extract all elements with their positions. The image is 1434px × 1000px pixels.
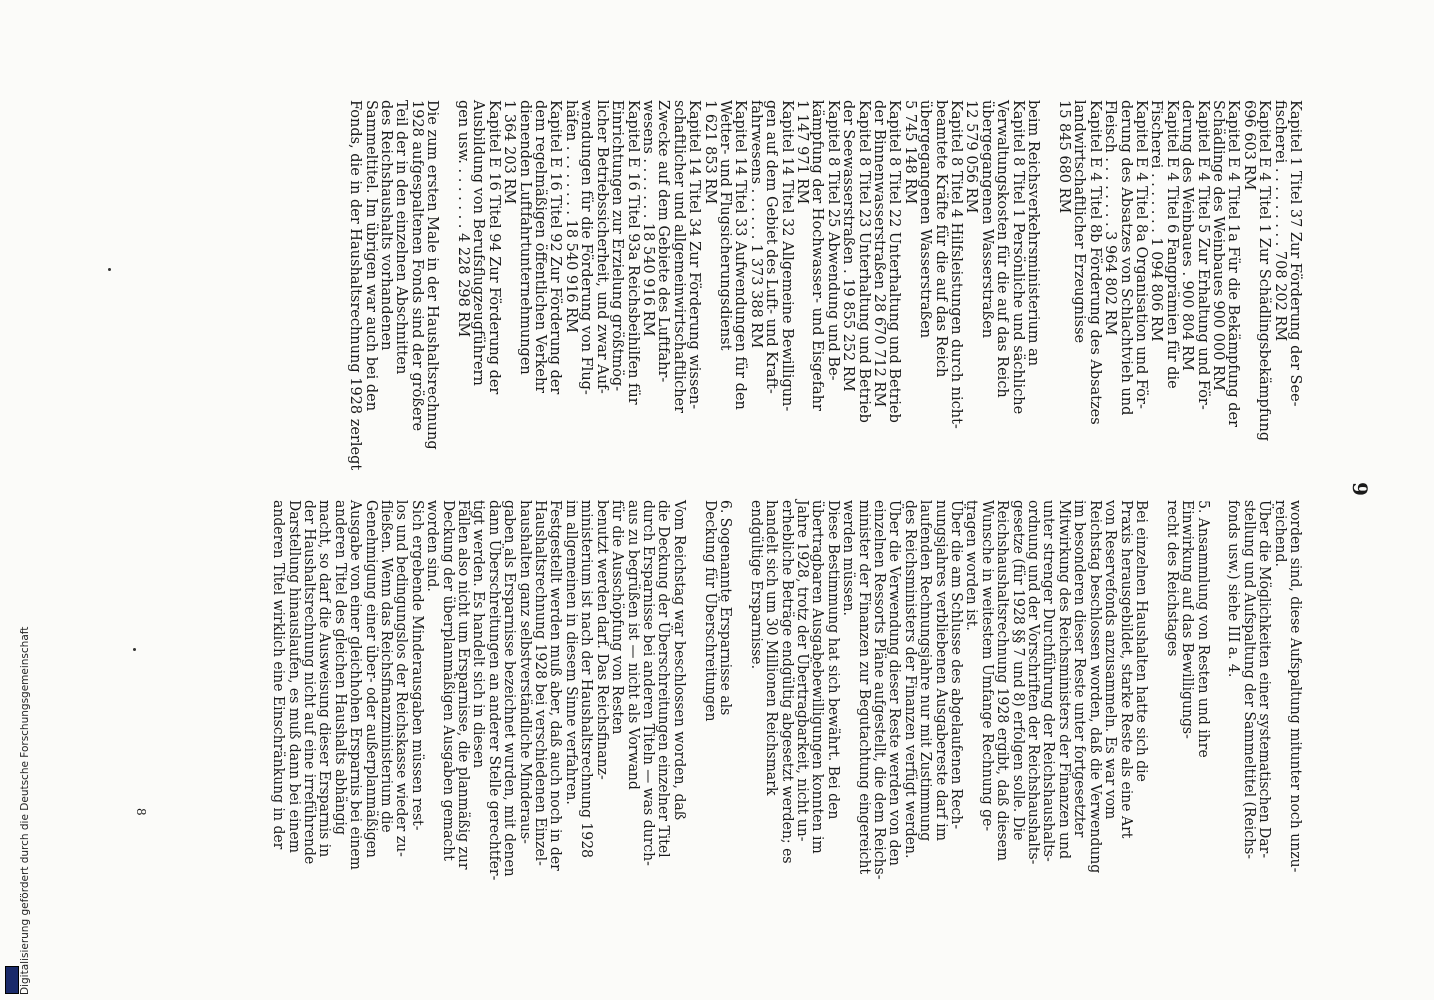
text-line: fonds usw.) siehe III a. 4. [1225,500,1242,678]
text-line: Verwaltungskosten für die auf das Reich [994,100,1011,398]
text-line: 696 603 RM [1240,100,1257,191]
text-line: Fällen also nicht um Ersparnisse, die planmäßig zur [455,500,472,870]
text-line [1040,100,1055,470]
text-line: recht des Reichstages [1163,500,1180,657]
text-line [1210,500,1225,880]
text-line: Fischerei . . . . . . . 1 094 806 RM [1148,100,1165,342]
text-line: worden sind. [424,500,441,592]
text-line: derung des Absatzes von Schlachtvieh und [1117,100,1134,416]
text-line: Vom Reichstag war beschlossen worden, daß [670,500,687,821]
text-line: Fleisch . . . . . . . . 3 964 802 RM [1102,100,1119,336]
text-line: Kapitel 8 Titel 4 Hilfsleistungen durch nicht- [948,100,965,429]
text-line: aus zu begrüßen ist — nicht als Vorwand [624,500,641,790]
text-line: Kapitel 1 Titel 37 Zur Förderung der See- [1287,100,1303,407]
text-line: anderen Titel des gleichen Haushalts abhängig [331,500,348,835]
text-line [732,500,747,880]
text-line: im besonderen dieser Reste unter fortgesetzter [1071,500,1088,838]
text-line: werden müssen. [840,500,857,616]
text-line: Kapitel E 4 Titel 8a Organisation und För- [1132,100,1149,409]
text-line: Über die am Schlusse des abgelaufenen Rech- [948,500,965,830]
text-line: haushalten ganz selbstverständliche Minderaus- [516,500,533,844]
text-line: 1 621 853 RM [701,100,718,205]
text-line: Einrichtungen zur Erzielung größtmög- [609,100,626,392]
text-line: beim Reichsverkehrsministerium an [1025,100,1042,367]
dfg-logo-icon [5,966,19,994]
text-line: der Haushaltsrechnung nicht auf eine irreführende [301,500,317,865]
text-line: Kapitel E 4 Titel 6 Fangprämien für die [1163,100,1180,389]
text-line: Ausbildung von Berufsflugzeugführern [470,100,487,386]
page-number: 9 [1348,482,1372,496]
text-line: 1928 aufgespaltenen Fonds sind der größere [408,100,425,432]
text-line: Kapitel 8 Titel 1 Persönliche und sächliche [1009,100,1026,415]
text-line: Kapitel E 4 Titel 1 Zur Schädlingsbekämpfung [1256,100,1273,442]
text-line [1148,500,1163,880]
text-line: dienenden Luftfahrtunternehmungen [516,100,533,375]
text-line: Ausgabe von einer gleichhohen Ersparnis bei einem [347,500,364,870]
text-line: dem regelmäßigen öffentlichen Verkehr [532,100,549,394]
text-line: Wunsche in weitestem Umfange Rechnung ge- [978,500,995,832]
text-line: endgültige Ersparnisse. [747,500,764,670]
text-line: anderen Titel wirklich eine Einschränkung in der [270,500,287,850]
text-line: gaben als Ersparnisse bezeichnet wurden, mit denen [501,500,518,877]
text-line: Sammeltitel. Im übrigen war auch bei den [362,100,379,412]
text-line: nungsjahres verbliebenen Ausgabereste darf im [932,500,949,842]
text-line: Kapitel E 16 Titel 94 Zur Förderung der [485,100,502,395]
text-line: erhebliche Beträge endgültig abgesetzt werden; es [778,500,795,864]
digitization-credit: Digitalisierung gefördert durch die Deutsche Forschungsgemeinschaft [19,626,31,995]
text-line: Reichstag beschlossen worden, daß die Verwendung [1086,500,1103,874]
text-line: übergegangenen Wasserstraßen [917,100,934,339]
text-line: Genehmigung einer über- oder außerplanmäßigen [362,500,379,858]
text-line: Festgestellt werden muß aber, daß auch noch in der [547,500,564,871]
text-line: von Reservefonds anzusammeln. Es war vom [1102,500,1119,820]
text-line: Zwecke auf dem Gebiete des Luftfahr- [655,100,672,383]
text-line: 12 579 056 RM [963,100,980,214]
text-line: des Reichsministers der Finanzen verfügt werden. [901,500,918,859]
text-line: übergegangenen Wasserstraßen [978,100,995,339]
text-line: für die Ausschöpfung von Resten [609,500,626,735]
text-line: 15 845 680 RM [1055,100,1072,214]
text-line: Jahre 1928, trotz der Übertragbarkeit, nicht un- [794,500,810,842]
text-line: Deckung für Überschreitungen [701,500,718,722]
text-line: des Reichshaushalts vorhandenen [378,100,395,351]
text-line: im allgemeinen in diesem Sinne verfahren. [562,500,579,805]
text-line: Teil der in den einzelnen Abschnitten [393,100,410,375]
text-line: kämpfung der Hochwasser- und Eisgefahr [809,100,826,411]
text-line: Einwirkung auf das Bewilligungs- [1179,500,1196,739]
text-line: der Binnenwasserstraßen 28 670 712 RM [871,100,888,408]
text-line: Deckung der überplanmäßigen Ausgaben gemacht [439,500,456,861]
text-line: der Seewasserstraßen . 19 855 252 RM [840,100,857,392]
right-text-column [270,500,1302,880]
text-line: gen auf dem Gebiet des Luft- und Kraft- [763,100,780,394]
text-line: minister der Finanzen zur Begutachtung eingereicht [855,500,872,875]
text-line: 5. Ansammlung von Resten und ihre [1194,500,1211,758]
text-line: Über die Verwendung dieser Reste werden von den [886,500,903,866]
text-line: Schädlinge des Weinbaues 900 000 RM [1209,100,1226,391]
text-line: Praxis herausgebildet, starke Reste als eine Art [1117,500,1134,839]
text-line: licher Betriebssicherheit, und zwar Auf- [593,100,610,394]
text-line: gesetze (für 1928 §§ 7 und 8) erfolgen solle. Die [1009,500,1026,841]
text-line: worden sind, diese Aufspaltung mitunter noch unzu- [1287,500,1303,873]
text-line: handelt sich um 30 Millionen Reichsmark [763,500,780,796]
text-line: häfen . . . . . . . . 18 540 916 RM [562,100,579,334]
text-line: fahrwesens . . . . . . 1 373 388 RM [747,100,764,349]
scan-speck [133,648,136,651]
text-line: Reichshaushaltsrechnung 1928 ergibt, daß diesem [994,500,1011,862]
text-line: Diese Bestimmung hat sich bewährt. Bei den [824,500,841,820]
text-line: Kapitel E 4 Titel 5 Zur Erhaltung und För- [1194,100,1211,410]
text-line: Kapitel 14 Titel 32 Allgemeine Bewilligun- [778,100,795,412]
text-line: Kapitel E 4 Titel 1a Für die Bekämpfung der [1225,100,1242,428]
text-line: Kapitel 8 Titel 22 Unterhaltung und Betrieb [886,100,903,423]
text-line: die Deckung der Überschreitungen einzelner Titel [655,500,672,858]
text-line: wesens . . . . . . . 18 540 916 RM [639,100,656,337]
text-line: Die zum ersten Male in der Haushaltsrechnung [424,100,441,450]
text-line: Wetter- und Flugsicherungsdienst [716,100,733,351]
text-line: schaftlicher und allgemeinwirtschaftlicher [670,100,687,414]
text-line: 1 364 203 RM [501,100,518,205]
text-line: stellung und Aufspaltung der Sammeltitel (Reichs- [1240,500,1257,860]
text-line: benutzt werden darf. Das Reichsfinanz- [593,500,610,780]
text-line: derung des Weinbaues . 900 804 RM [1179,100,1196,372]
text-line: 5 745 148 RM [901,100,918,205]
text-line: Kapitel 8 Titel 23 Unterhaltung und Betrieb [855,100,872,423]
text-line: Kapitel E 16 Titel 92 Zur Förderung der [547,100,564,395]
text-line: laufenden Rechnungsjahre nur mit Zustimmung [917,500,934,842]
text-line: Fonds, die in der Haushaltsrechnung 1928 zerlegt [347,100,364,471]
scan-speck [108,268,111,271]
text-line: übertragbaren Ausgabebewilligungen konnten im [809,500,826,854]
text-line: ministerium ist nach der Haushaltsrechnung 1928 [578,500,595,858]
text-line: durch Ersparnisse bei anderen Titeln — was durch- [639,500,656,866]
text-line [686,500,701,880]
text-line: dann Überschreitungen an anderer Stelle gerechtfer- [485,500,502,881]
text-line: wendungen für die Förderung von Flug- [578,100,595,395]
text-line: gen usw. . . . . . . . 4 228 298 RM [455,100,472,338]
text-line: Mitwirkung des Reichsministers der Finanzen und [1055,500,1072,860]
text-line: los und bedingungslos der Reichskasse wieder zu- [393,500,410,857]
text-line: landwirtschaftlicher Erzeugnisse [1071,100,1088,344]
text-line: Sich ergebende Minderausgaben müssen rest- [408,500,425,831]
text-line: ordnung und der Vorschriften der Reichshaushalts- [1025,500,1042,865]
text-line: Kapitel 8 Titel 25 Abwendung und Be- [824,100,841,381]
text-line: Darstellung hinauslaufen, es muß dann bei einem [285,500,302,853]
text-line: 6. Sogenannte Ersparnisse als [716,500,733,716]
text-line: 1 147 971 RM [794,100,810,205]
text-line [439,100,454,470]
text-line: unter strenger Durchführung der Reichshaushalts- [1040,500,1057,862]
text-line: Kapitel E 16 Titel 93a Reichsbeihilfen für [624,100,641,405]
text-line: Über die Möglichkeiten einer systematischen Dar- [1256,500,1273,859]
text-line: Kapitel 14 Titel 33 Aufwendungen für den [732,100,749,410]
text-line: Kapitel 14 Titel 34 Zur Förderung wissen- [686,100,703,410]
text-line: beamtete Kräfte für die auf das Reich [932,100,949,378]
text-line: Bei einzelnen Haushalten hatte sich die [1132,500,1149,782]
text-line: fischerei . . . . . . . . . 708 202 RM [1271,100,1288,342]
text-line: einzelnen Ressorts Pläne aufgestellt, die dem Reichs- [871,500,888,880]
text-line: Haushaltsrechnung 1928 bei verschiedenen Einzel- [532,500,549,866]
text-line: Kapitel E 4 Titel 8b Förderung des Absatzes [1086,100,1103,425]
text-line: macht, so darf die Ausweisung dieser Ersparnis in [316,500,333,858]
text-line: tigt werden. Es handelt sich in diesen [470,500,487,769]
text-line: reichend. [1271,500,1288,567]
left-text-column [347,100,1302,470]
footer-number: 8 [134,808,148,816]
text-line: tragen worden ist. [963,500,980,631]
text-line: fließen. Wenn das Reichsfinanzministerium die [378,500,395,833]
